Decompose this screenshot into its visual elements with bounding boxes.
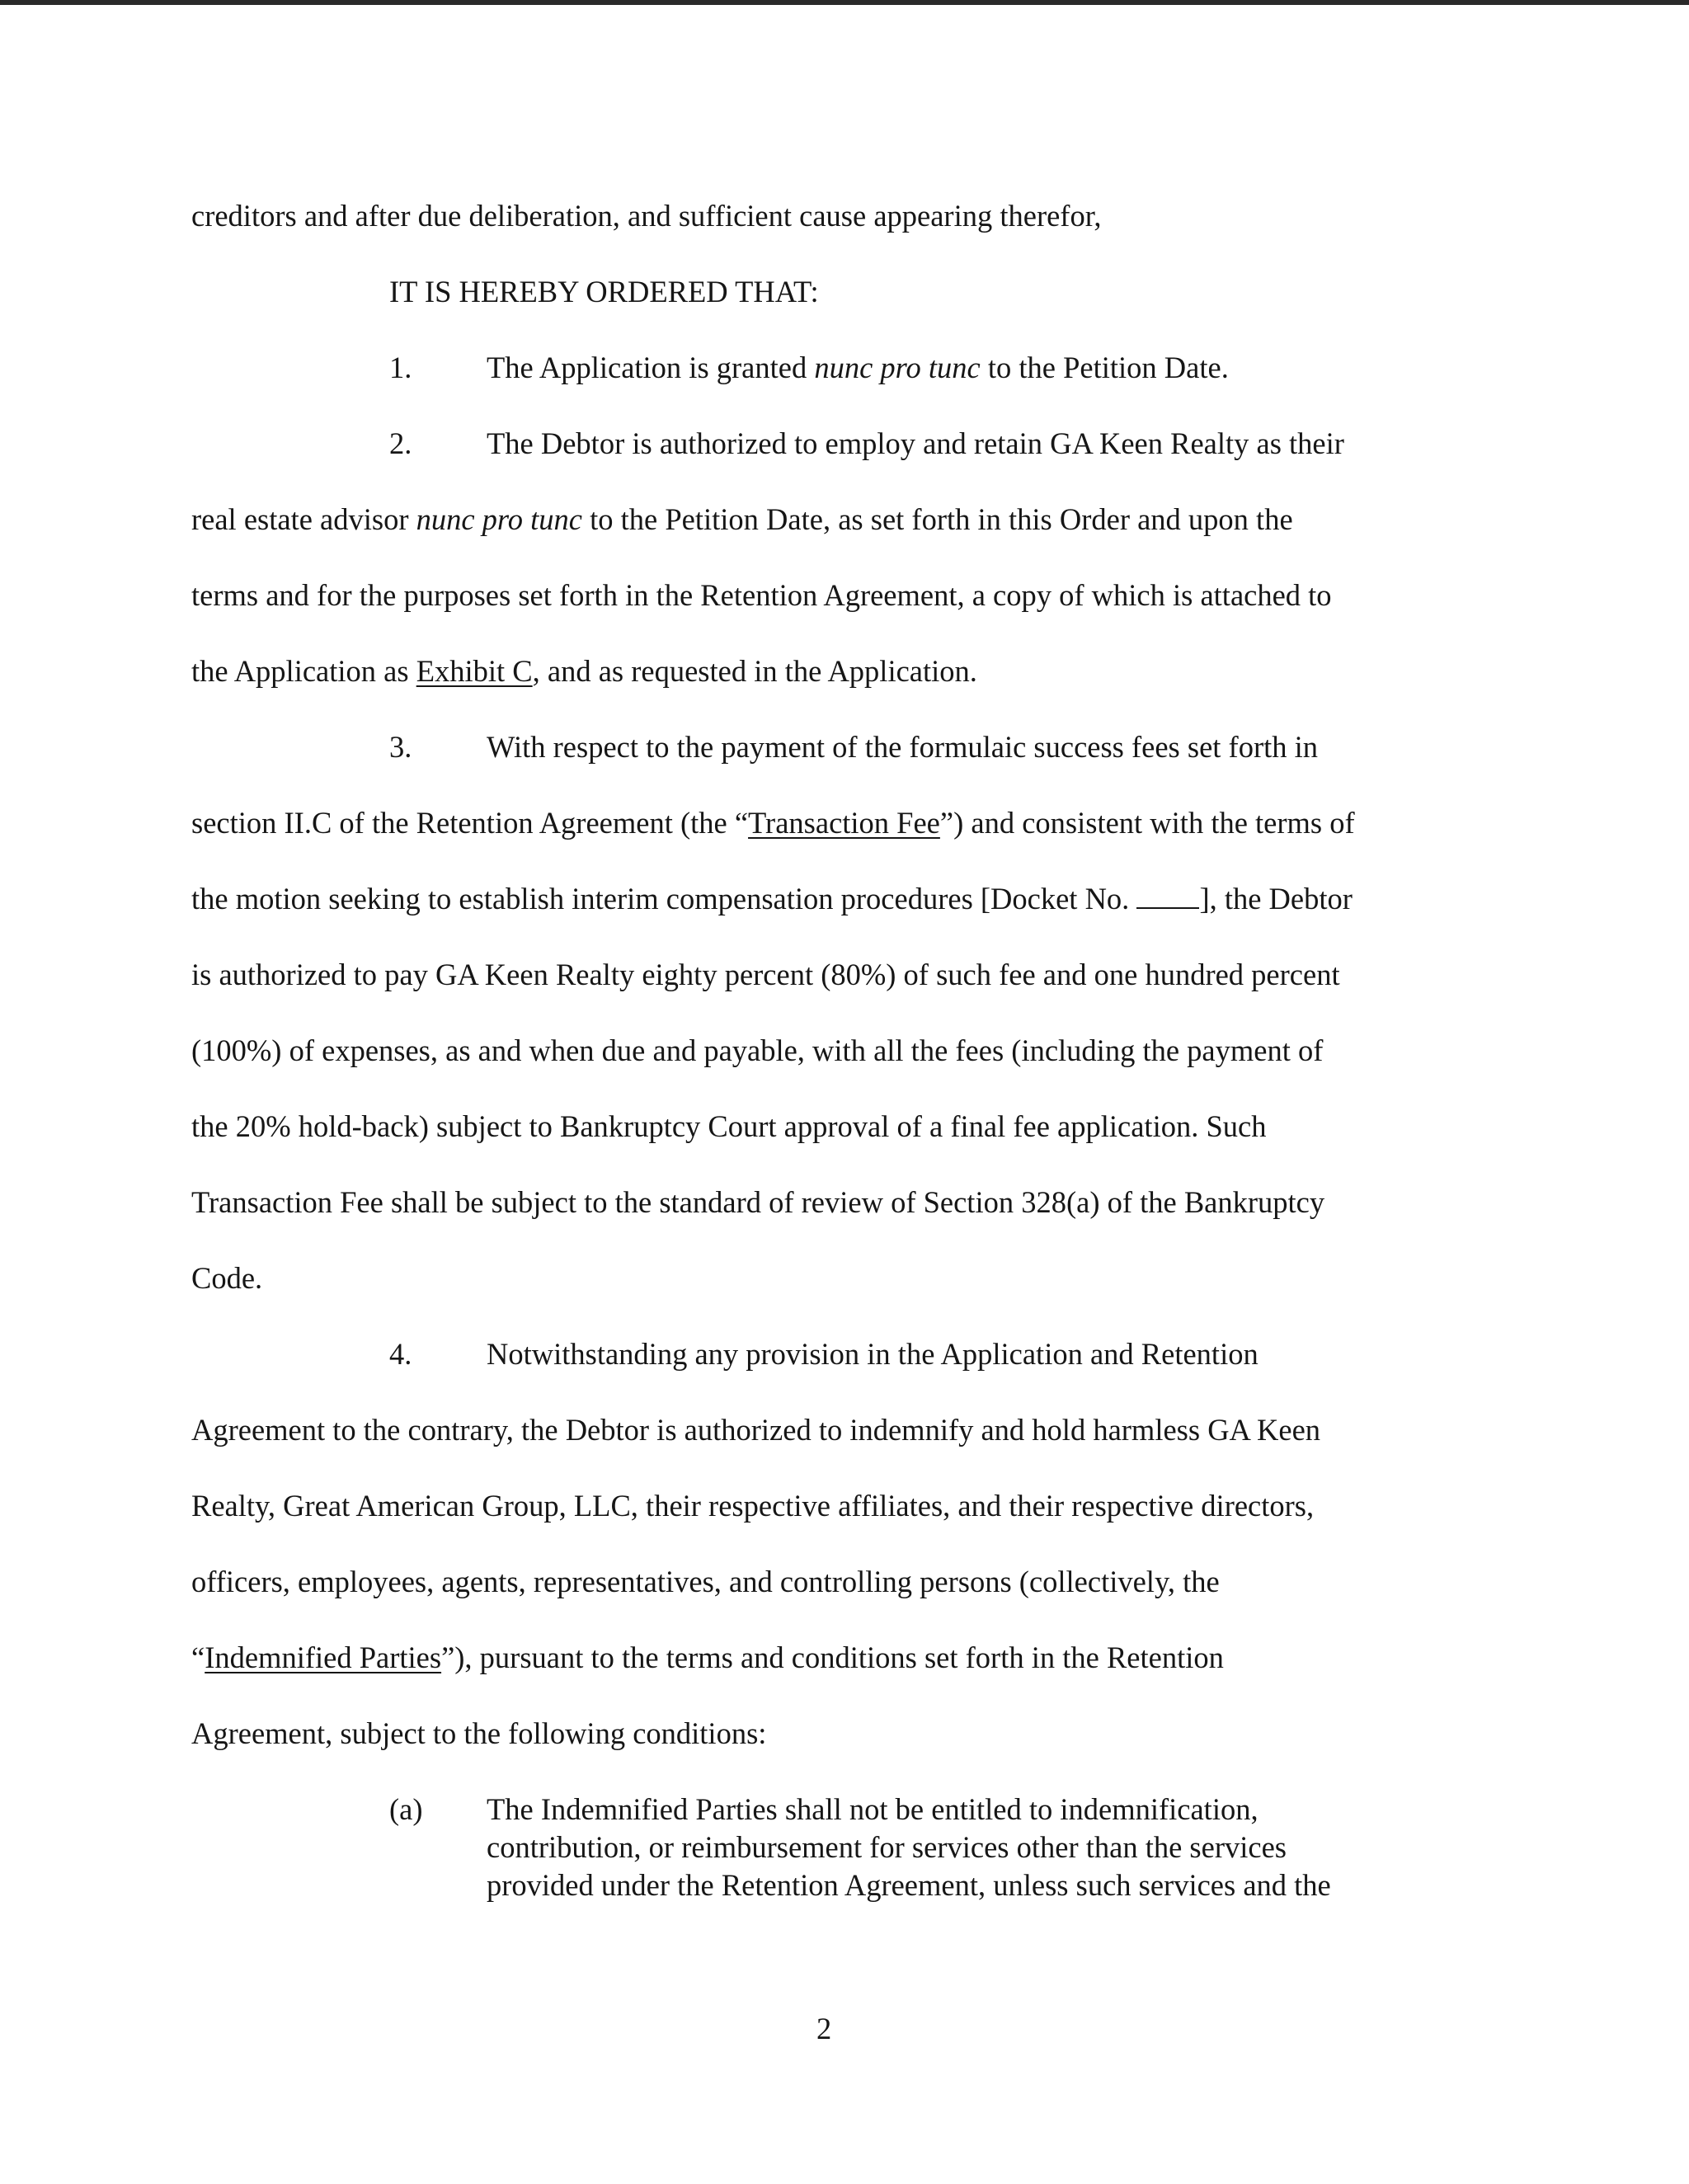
paragraph-2-number: 2.: [389, 426, 412, 460]
paragraph-3-line-8: Code.: [191, 1261, 263, 1295]
transaction-fee-term: Transaction Fee: [748, 806, 940, 840]
paragraph-3-line-1: With respect to the payment of the formulaic success fees set forth in: [487, 730, 1319, 764]
paragraph-3-line-7: Transaction Fee shall be subject to the standard of review of Section 328(a) of the Bankruptcy: [191, 1185, 1325, 1219]
paragraph-2-line-4: the Application as Exhibit C, and as requested in the Application.: [191, 654, 977, 688]
paragraph-3-line-6: the 20% hold-back) subject to Bankruptcy Court approval of a final fee application. Such: [191, 1109, 1267, 1143]
subitem-a-line-3: provided under the Retention Agreement, unless such services and the: [487, 1868, 1331, 1902]
paragraph-4-line-2: Agreement to the contrary, the Debtor is authorized to indemnify and hold harmless GA Keen: [191, 1413, 1321, 1447]
subitem-a-label: (a): [389, 1792, 423, 1826]
indemnified-parties-term: Indemnified Parties: [205, 1640, 442, 1674]
paragraph-4-line-4: officers, employees, agents, representatives, and controlling persons (collectively, the: [191, 1565, 1220, 1598]
subitem-a-line-2: contribution, or reimbursement for services other than the services: [487, 1830, 1287, 1864]
paragraph-3-number: 3.: [389, 730, 412, 764]
nunc-pro-tunc-italic: nunc pro tunc: [416, 502, 583, 536]
paragraph-1-text: The Application is granted nunc pro tunc to the Petition Date.: [487, 351, 1229, 384]
page-top-border: [0, 0, 1689, 5]
ordered-heading: IT IS HEREBY ORDERED THAT:: [389, 275, 819, 308]
nunc-pro-tunc-italic: nunc pro tunc: [814, 351, 981, 384]
paragraph-3-line-3: the motion seeking to establish interim compensation procedures [Docket No. ], the Debtor: [191, 882, 1353, 915]
paragraph-2-line-2: real estate advisor nunc pro tunc to the Petition Date, as set forth in this Order and upon the: [191, 502, 1293, 536]
docket-number-blank: [1136, 883, 1199, 909]
paragraph-4-line-1: Notwithstanding any provision in the Application and Retention: [487, 1337, 1259, 1371]
paragraph-4-line-5: “Indemnified Parties”), pursuant to the terms and conditions set forth in the Retention: [191, 1640, 1224, 1674]
paragraph-4-line-3: Realty, Great American Group, LLC, their respective affiliates, and their respective directors,: [191, 1489, 1315, 1523]
paragraph-4-number: 4.: [389, 1337, 412, 1371]
paragraph-2-line-1: The Debtor is authorized to employ and retain GA Keen Realty as their: [487, 426, 1344, 460]
paragraph-2-line-3: terms and for the purposes set forth in the Retention Agreement, a copy of which is attached to: [191, 578, 1332, 612]
paragraph-1-number: 1.: [389, 351, 412, 384]
paragraph-3-line-2: section II.C of the Retention Agreement (the “Transaction Fee”) and consistent with the terms of: [191, 806, 1355, 840]
exhibit-c-reference: Exhibit C: [416, 654, 533, 688]
subitem-a-line-1: The Indemnified Parties shall not be entitled to indemnification,: [487, 1792, 1259, 1826]
paragraph-3-line-5: (100%) of expenses, as and when due and payable, with all the fees (including the payment of: [191, 1033, 1324, 1067]
paragraph-3-line-4: is authorized to pay GA Keen Realty eighty percent (80%) of such fee and one hundred percent: [191, 958, 1340, 991]
intro-line: creditors and after due deliberation, and sufficient cause appearing therefor,: [191, 199, 1102, 233]
page-number: 2: [816, 2012, 832, 2045]
paragraph-4-line-6: Agreement, subject to the following conditions:: [191, 1716, 767, 1750]
